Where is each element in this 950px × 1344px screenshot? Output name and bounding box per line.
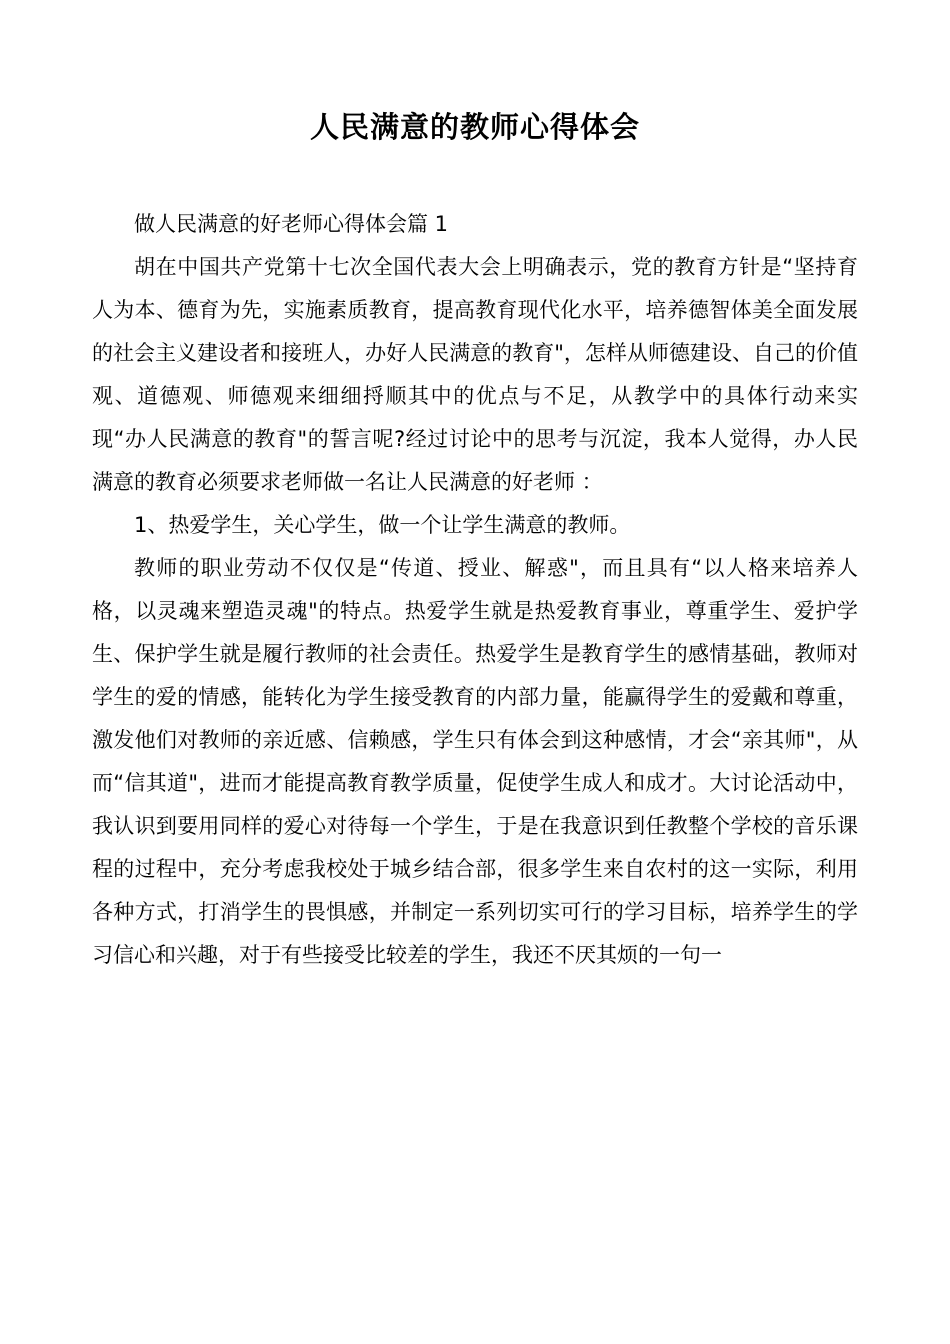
document-title: 人民满意的教师心得体会 [309, 110, 640, 145]
document-body [92, 203, 858, 977]
paragraph-point-1: 1、热爱学生，关心学生，做一个让学生满意的教师。 [134, 513, 631, 537]
paragraph-intro: 胡在中国共产党第十七次全国代表大会上明确表示，党的教育方针是“坚持育人为本、德育为先，实施素质教育，提高教育现代化水平，培养德智体美全面发展的社会主义建设者和接班人，办好人民满意的教育"，怎样从师德建设、自己的价值观、道德观、师德观来细细捋顺其中的优点与不足，从教学中的具体行动来实现“办人民满意的教育"的誓言呢?经过讨论中的思考与沉淀，我本人觉得，办人民满意的教育必须要求老师做一名让人民满意的好老师 ： [92, 255, 858, 494]
paragraph-body: 教师的职业劳动不仅仅是“传道、授业、解惑"，而且具有“以人格来培养人格，以灵魂来塑造灵魂"的特点。热爱学生就是热爱教育事业，尊重学生、爱护学生、保护学生就是履行教师的社会责任。热爱学生是教育学生的感情基础，教师对学生的爱的情感，能转化为学生接受教育的内部力量，能赢得学生的爱戴和尊重，激发他们对教师的亲近感、信赖感，学生只有体会到这种感情，才会“亲其师"，从而“信其道"，进而才能提高教育教学质量，促使学生成人和成才。大讨论活动中，我认识到要用同样的爱心对待每一个学生，于是在我意识到任教整个学校的音乐课程的过程中，充分考虑我校处于城乡结合部，很多学生来自农村的这一实际，利用各种方式，打消学生的畏惧感，并制定一系列切实可行的学习目标，培养学生的学习信心和兴趣，对于有些接受比较差的学生，我还不厌其烦的一句一 [92, 556, 858, 967]
section-heading: 做人民满意的好老师心得体会篇 1 [134, 212, 449, 236]
